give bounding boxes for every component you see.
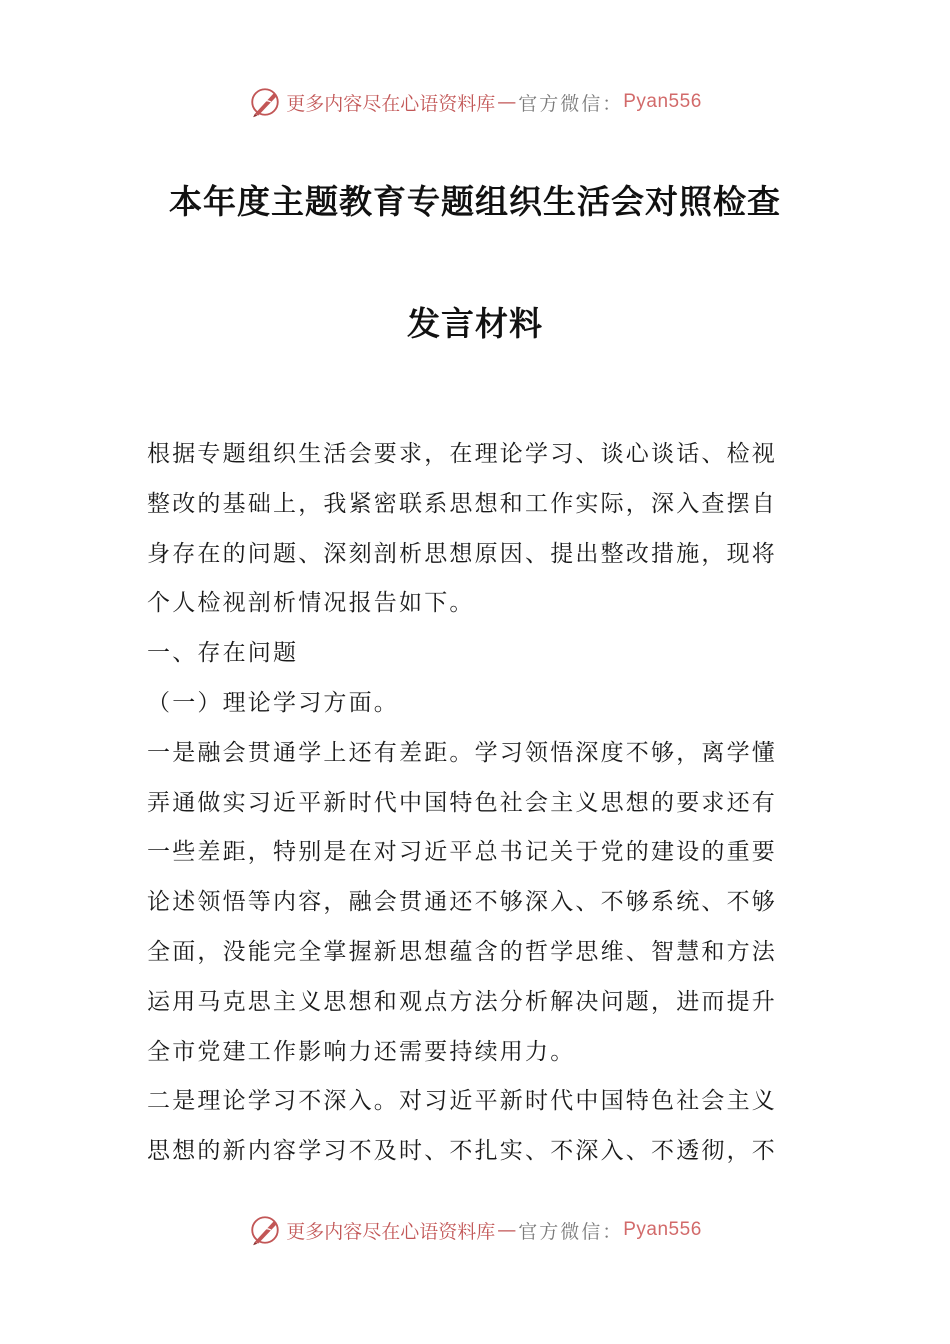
banner-official-label: 官方微信： — [518, 92, 624, 115]
document-title-line-2: 发言材料 — [407, 304, 543, 343]
body-line: 运用马克思主义思想和观点方法分析解决问题，进而提升 — [147, 988, 777, 1015]
pen-logo-icon — [248, 85, 282, 119]
banner-separator: — — [497, 91, 517, 113]
body-line: 论述领悟等内容，融会贯通还不够深入、不够系统、不够 — [147, 889, 777, 916]
body-line: 一是融会贯通学上还有差距。学习领悟深度不够，离学懂 — [147, 739, 777, 766]
banner-brand-text: 更多内容尽在心语资料库 — [286, 92, 496, 115]
banner-wechat-id: Pyan556 — [623, 91, 702, 112]
body-line: 身存在的问题、深刻剖析思想原因、提出整改措施，现将 — [147, 540, 777, 567]
header-watermark-banner — [0, 82, 950, 122]
body-line: 个人检视剖析情况报告如下。 — [147, 590, 475, 617]
body-line: 思想的新内容学习不及时、不扎实、不深入、不透彻，不 — [147, 1138, 777, 1165]
body-line: 全市党建工作影响力还需要持续用力。 — [147, 1038, 576, 1065]
document-body — [147, 430, 807, 1177]
banner-official-label: 官方微信： — [518, 1220, 624, 1243]
document-title-line-1: 本年度主题教育专题组织生活会对照检查 — [169, 182, 781, 221]
footer-watermark-banner — [0, 1210, 950, 1250]
banner-separator: — — [497, 1219, 517, 1241]
subsection-heading: （一）理论学习方面。 — [147, 689, 399, 716]
section-heading: 一、存在问题 — [147, 640, 299, 667]
body-line: 二是理论学习不深入。对习近平新时代中国特色社会主义 — [147, 1088, 777, 1115]
banner-brand-text: 更多内容尽在心语资料库 — [286, 1220, 496, 1243]
body-line: 整改的基础上，我紧密联系思想和工作实际，深入查摆自 — [147, 490, 777, 517]
body-line: 全面，没能完全掌握新思想蕴含的哲学思维、智慧和方法 — [147, 938, 777, 965]
pen-logo-icon — [248, 1213, 282, 1247]
body-line: 根据专题组织生活会要求，在理论学习、谈心谈话、检视 — [147, 441, 777, 467]
body-line: 一些差距，特别是在对习近平总书记关于党的建设的重要 — [147, 839, 777, 866]
body-line: 弄通做实习近平新时代中国特色社会主义思想的要求还有 — [147, 789, 777, 816]
banner-wechat-id: Pyan556 — [623, 1219, 702, 1240]
